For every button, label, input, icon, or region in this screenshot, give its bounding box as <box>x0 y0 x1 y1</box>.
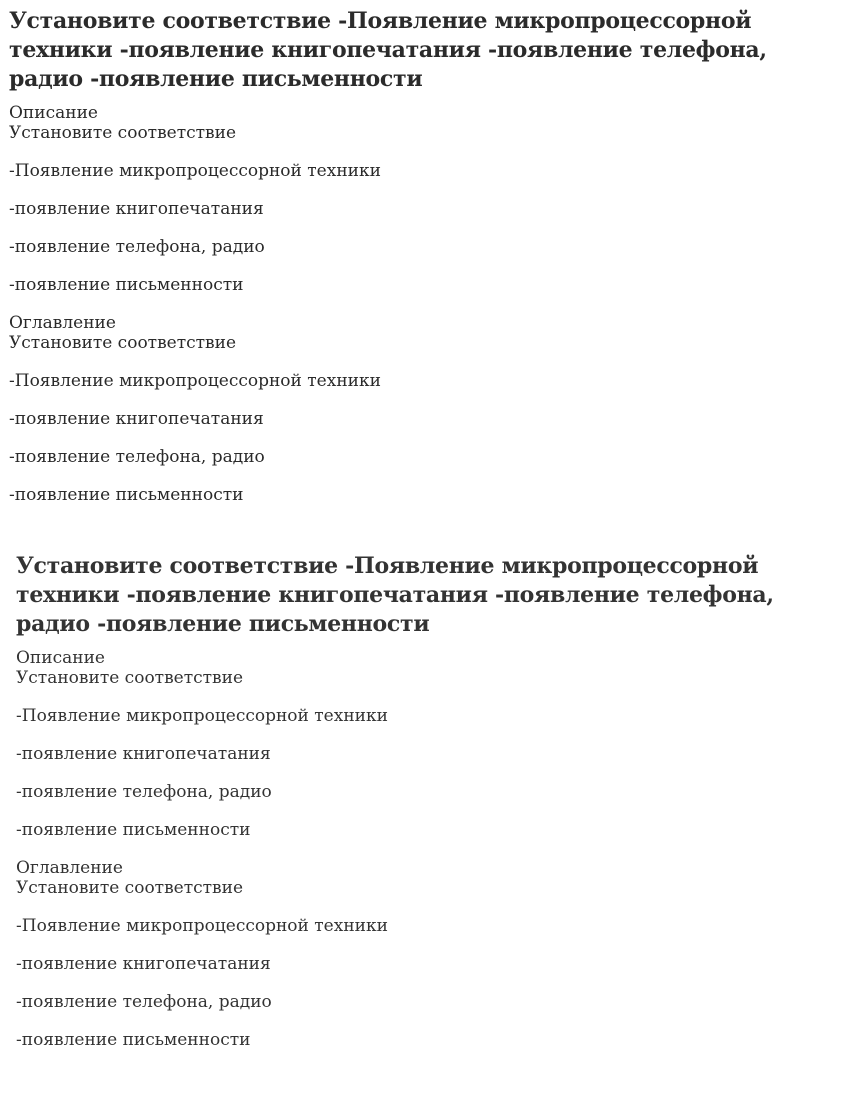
document-block-2 <box>16 552 846 1050</box>
description-line: -Появление микропроцессорной техники <box>16 706 388 726</box>
description-label: Описание <box>16 648 105 668</box>
toc-line: -появление телефона, радио <box>9 447 265 467</box>
description-line: Установите соответствие <box>16 668 244 688</box>
toc-line: -появление письменности <box>9 485 244 505</box>
toc-line: -Появление микропроцессорной техники <box>9 371 381 391</box>
toc-line: Установите соответствие <box>16 878 244 898</box>
toc-line: -появление телефона, радио <box>16 992 272 1012</box>
description-label: Описание <box>9 103 98 123</box>
toc-line: -Появление микропроцессорной техники <box>16 916 388 936</box>
description-line: Установите соответствие <box>9 123 237 143</box>
toc-line: Установите соответствие <box>9 333 237 353</box>
page-title-copy: Установите соответствие -Появление микропроцессорной техники -появление книгопечатания -появление телефона, радио -появление письменности <box>16 553 774 637</box>
toc-line: -появление письменности <box>16 1030 251 1050</box>
description-line: -появление письменности <box>9 275 244 295</box>
description-line: -Появление микропроцессорной техники <box>9 161 381 181</box>
description-line: -появление телефона, радио <box>9 237 265 257</box>
toc-label: Оглавление <box>16 858 123 878</box>
description-line: -появление книгопечатания <box>9 199 264 219</box>
page-title: Установите соответствие -Появление микропроцессорной техники -появление книгопечатания -появление телефона, радио -появление письменности <box>9 8 767 92</box>
toc-line: -появление книгопечатания <box>9 409 264 429</box>
toc-line: -появление книгопечатания <box>16 954 271 974</box>
toc-label: Оглавление <box>9 313 116 333</box>
description-line: -появление книгопечатания <box>16 744 271 764</box>
description-line: -появление письменности <box>16 820 251 840</box>
document-block-1 <box>9 7 839 505</box>
description-line: -появление телефона, радио <box>16 782 272 802</box>
